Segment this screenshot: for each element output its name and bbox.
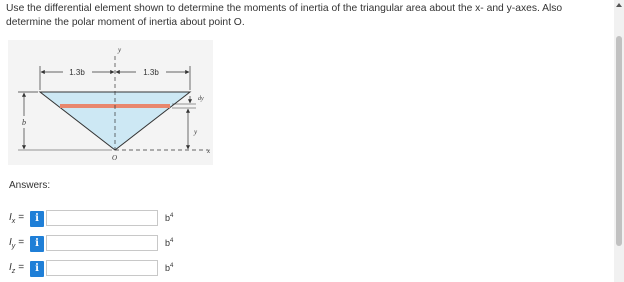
origin-label: O	[112, 154, 118, 162]
ix-input[interactable]	[46, 210, 158, 226]
y-distance-label: y	[194, 128, 198, 136]
info-icon[interactable]: i	[30, 261, 44, 277]
answer-row-iy	[0, 234, 240, 254]
dim-label-left: 1.3b	[69, 68, 85, 77]
iy-input[interactable]	[46, 235, 158, 251]
scrollbar-thumb[interactable]	[616, 36, 622, 246]
problem-statement: Use the differential element shown to determine the moments of inertia of the triangular area about the x- and y-axes. Also determine the polar moment of inertia about point O.	[6, 3, 563, 28]
vertical-scrollbar[interactable]	[614, 0, 624, 282]
answer-row-iz	[0, 259, 240, 279]
height-label: b	[22, 118, 26, 127]
info-icon[interactable]: i	[30, 236, 44, 252]
iy-label: $I_y$ =	[9, 237, 24, 250]
iz-unit: $b^4$	[165, 263, 174, 273]
answers-label: Answers:	[9, 180, 51, 191]
iy-unit: $b^4$	[165, 238, 174, 248]
x-axis-label: x	[207, 147, 211, 155]
iz-input[interactable]	[46, 260, 158, 276]
triangle-figure	[8, 40, 213, 165]
ix-unit: $b^4$	[165, 213, 174, 223]
dy-label: dy	[198, 96, 204, 102]
iz-label: $I_z$ =	[9, 262, 24, 275]
ix-label: $I_x$ =	[9, 212, 24, 225]
y-axis-label: y	[118, 46, 122, 54]
dim-label-right: 1.3b	[143, 68, 159, 77]
info-icon[interactable]: i	[30, 211, 44, 227]
scroll-up-arrow-icon[interactable]	[616, 3, 622, 7]
answer-row-ix	[0, 209, 240, 229]
